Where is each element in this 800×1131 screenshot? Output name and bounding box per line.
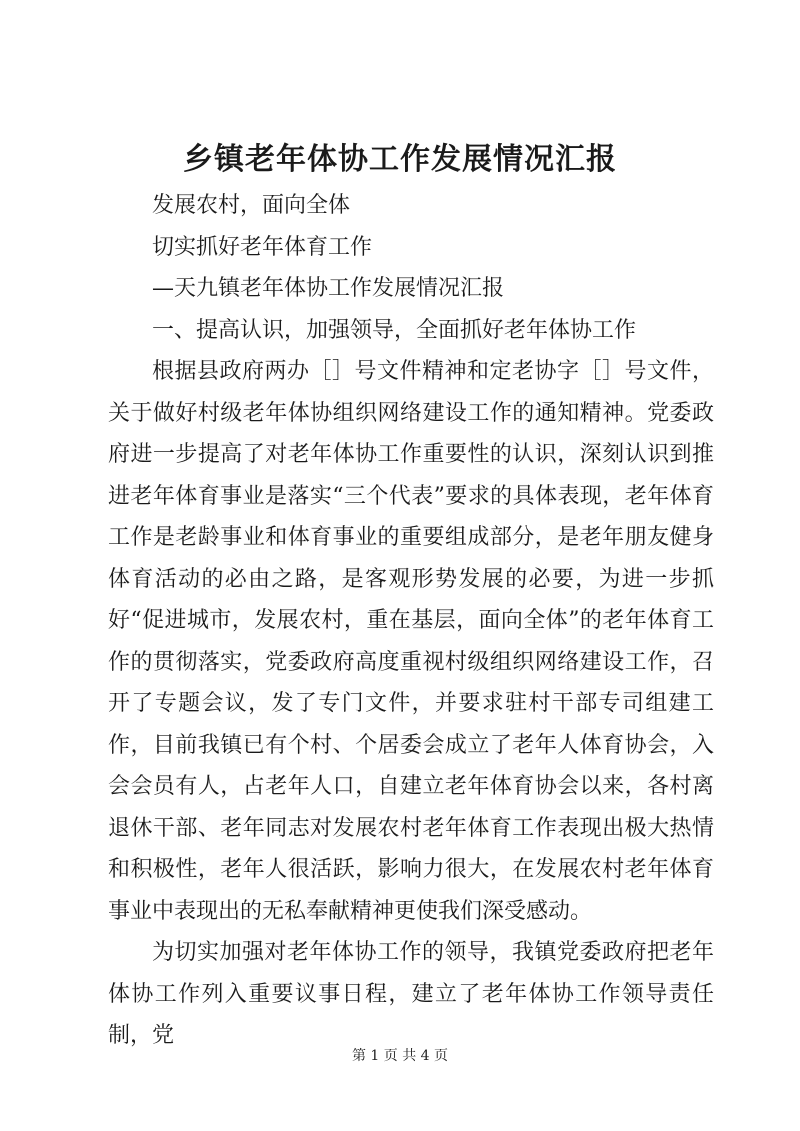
document-body <box>108 185 714 1057</box>
document-title: 乡镇老年体协工作发展情况汇报 <box>183 142 617 177</box>
section-heading-1: 一、提高认识，加强领导，全面抓好老年体协工作 <box>152 317 637 343</box>
paragraph-slogan-1: 发展农村，面向全体 <box>152 193 351 218</box>
paragraph-subtitle: —天九镇老年体协工作发展情况汇报 <box>152 276 505 301</box>
paragraph-body-1: 根据县政府两办［］号文件精神和定老协字［］号文件，关于做好村级老年体协组织网络建设工作的通知精神。党委政府进一步提高了对老年体协工作重要性的认识，深刻认识到推进老年体育事业是落实“三个代表”要求的具体表现，老年体育工作是老龄事业和体育事业的重要组成部分，是老年朋友健身体育活动的必由之路，是客观形势发展的必要，为进一步抓好“促进城市，发展农村，重在基层，面向全体”的老年体育工作的贯彻落实，党委政府高度重视村级组织网络建设工作，召开了专题会议，发了专门文件，并要求驻村干部专司组建工作，目前我镇已有个村、个居委会成立了老年人体育协会，入会会员有人，占老年人口，自建立老年体育协会以来，各村离退休干部、老年同志对发展农村老年体育工作表现出极大热情和积极性，老年人很活跃，影响力很大，在发展农村老年体育事业中表现出的无私奉献精神更使我们深受感动。 <box>108 359 714 924</box>
paragraph-body-2: 为切实加强对老年体协工作的领导，我镇党委政府把老年体协工作列入重要议事日程，建立了老年体协工作领导责任制，党 <box>108 940 714 1048</box>
paragraph-slogan-2: 切实抓好老年体育工作 <box>152 234 373 260</box>
page-number-footer: 第 1 页 共 4 页 <box>351 1048 449 1064</box>
